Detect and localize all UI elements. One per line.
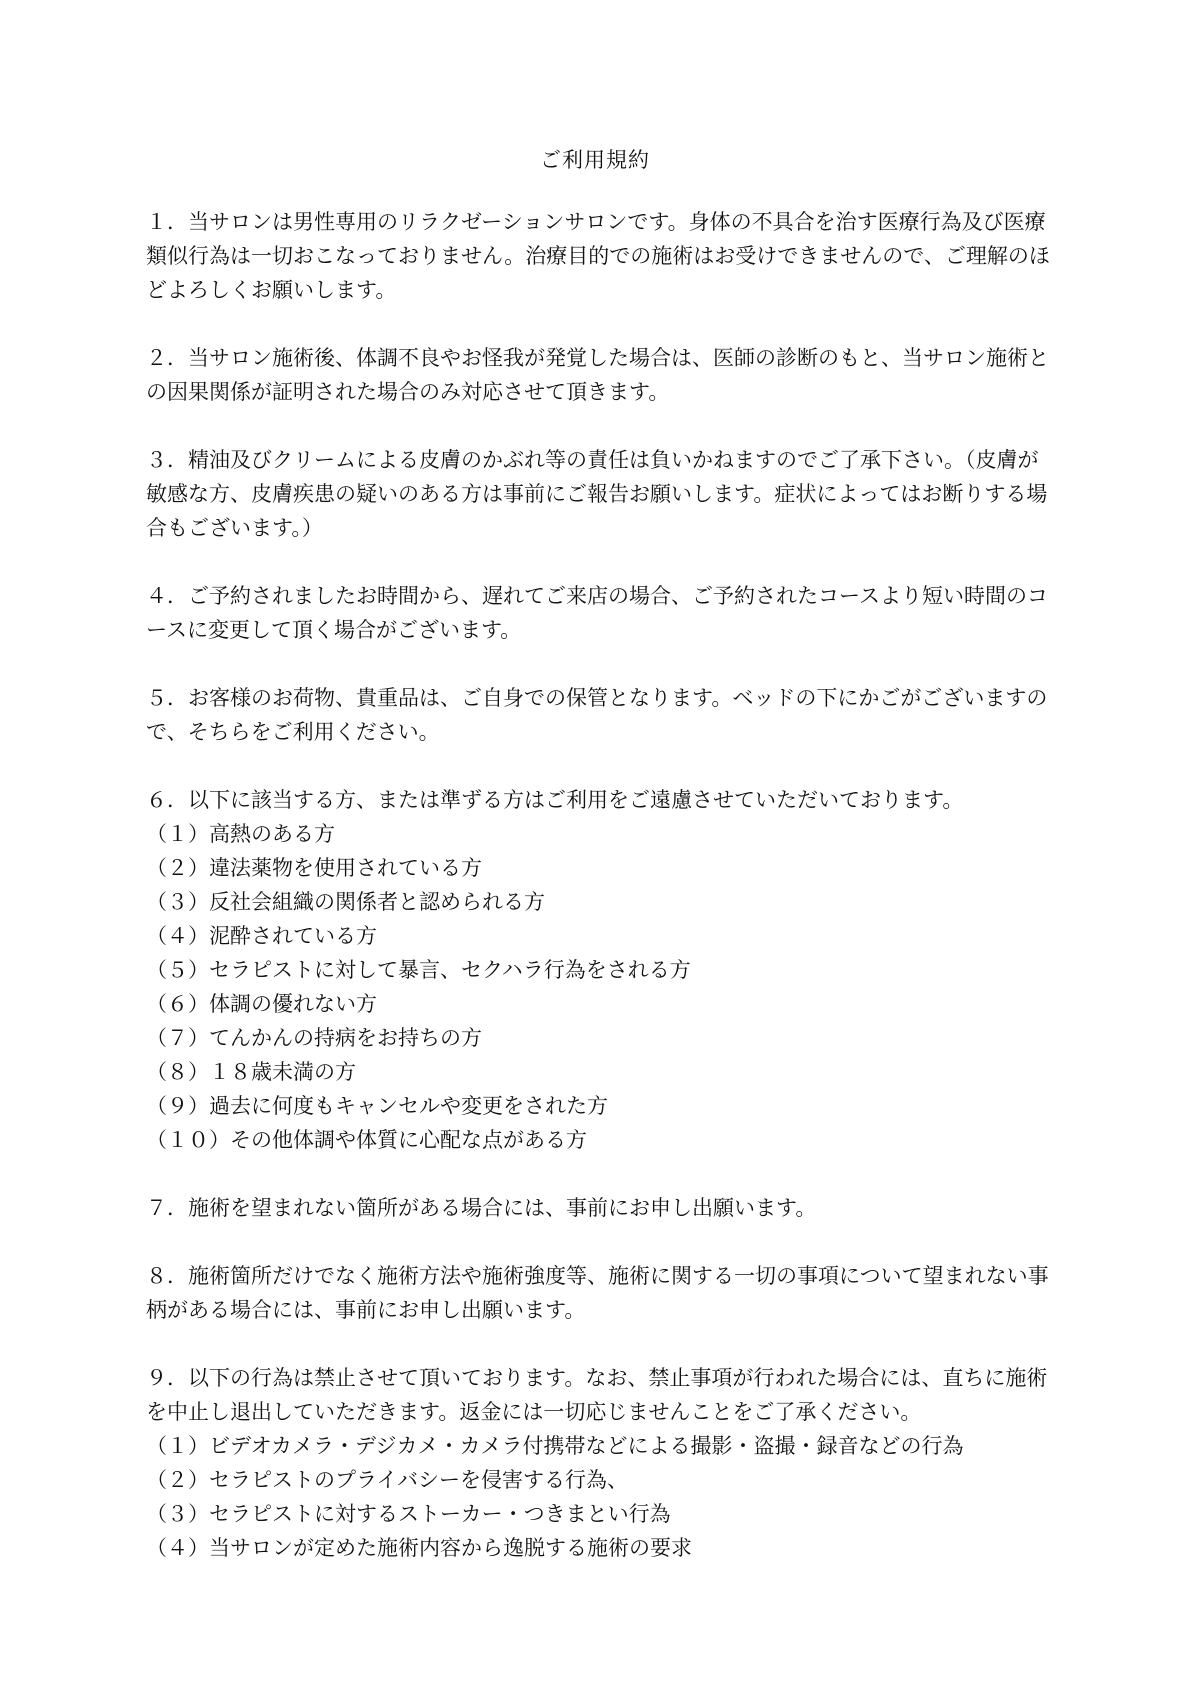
terms-sublist-item: （９）過去に何度もキャンセルや変更をされた方 <box>146 1094 608 1118</box>
terms-section <box>146 1259 1056 1327</box>
terms-paragraph: ５．お客様のお荷物、貴重品は、ご自身での保管となります。ベッドの下にかごがございますので、そちらをご利用ください。 <box>146 686 1048 744</box>
terms-paragraph: ７．施術を望まれない箇所がある場合には、事前にお申し出願います。 <box>146 1196 817 1220</box>
terms-content <box>146 205 1056 1599</box>
terms-section <box>146 341 1056 409</box>
terms-sublist-item: （１０）その他体調や体質に心配な点がある方 <box>146 1128 587 1152</box>
terms-sublist-item: （１）高熱のある方 <box>146 822 335 846</box>
terms-sublist <box>146 817 1056 1157</box>
terms-section <box>146 205 1056 307</box>
terms-section <box>146 443 1056 545</box>
terms-paragraph: ８．施術箇所だけでなく施術方法や施術強度等、施術に関する一切の事項について望まれない事柄がある場合には、事前にお申し出願います。 <box>146 1264 1049 1322</box>
terms-paragraph: ３．精油及びクリームによる皮膚のかぶれ等の責任は負いかねますのでご了承下さい。（皮膚が敏感な方、皮膚疾患の疑いのある方は事前にご報告お願いします。症状によってはお断りする場合もございます。） <box>146 448 1048 540</box>
terms-sublist <box>146 1429 1056 1565</box>
terms-section <box>146 1191 1056 1225</box>
terms-sublist-item: （３）セラピストに対するストーカー・つきまとい行為 <box>146 1502 671 1526</box>
terms-sublist-item: （５）セラピストに対して暴言、セクハラ行為をされる方 <box>146 958 691 982</box>
terms-section <box>146 783 1056 1157</box>
terms-sublist-item: （７）てんかんの持病をお持ちの方 <box>146 1026 482 1050</box>
terms-sublist-item: （６）体調の優れない方 <box>146 992 377 1016</box>
terms-sublist-item: （１）ビデオカメラ・デジカメ・カメラ付携帯などによる撮影・盗撮・録音などの行為 <box>146 1434 964 1458</box>
terms-paragraph: ２．当サロン施術後、体調不良やお怪我が発覚した場合は、医師の診断のもと、当サロン施術との因果関係が証明された場合のみ対応させて頂きます。 <box>146 346 1049 404</box>
terms-paragraph: １．当サロンは男性専用のリラクゼーションサロンです。身体の不具合を治す医療行為及び医療類似行為は一切おこなっておりません。治療目的での施術はお受けできませんので、ご理解のほどよろしくお願いします。 <box>146 210 1050 302</box>
terms-paragraph: ６．以下に該当する方、または準ずる方はご利用をご遠慮させていただいております。 <box>146 788 964 812</box>
terms-section <box>146 579 1056 647</box>
terms-sublist-item: （３）反社会組織の関係者と認められる方 <box>146 890 545 914</box>
terms-sublist-item: （８）１８歳未満の方 <box>146 1060 356 1084</box>
terms-section <box>146 681 1056 749</box>
terms-sublist-item: （４）泥酔されている方 <box>146 924 377 948</box>
terms-sublist-item: （２）セラピストのプライバシーを侵害する行為、 <box>146 1468 628 1492</box>
terms-section <box>146 1361 1056 1565</box>
terms-paragraph: ４．ご予約されましたお時間から、遅れてご来店の場合、ご予約されたコースより短い時間のコースに変更して頂く場合がございます。 <box>146 584 1048 642</box>
document-title: ご利用規約 <box>540 148 650 172</box>
terms-sublist-item: （２）違法薬物を使用されている方 <box>146 856 482 880</box>
terms-sublist-item: （４）当サロンが定めた施術内容から逸脱する施術の要求 <box>146 1536 692 1560</box>
terms-paragraph: ９．以下の行為は禁止させて頂いております。なお、禁止事項が行われた場合には、直ちに施術を中止し退出していただきます。返金には一切応じませんことをご了承ください。 <box>146 1366 1048 1424</box>
